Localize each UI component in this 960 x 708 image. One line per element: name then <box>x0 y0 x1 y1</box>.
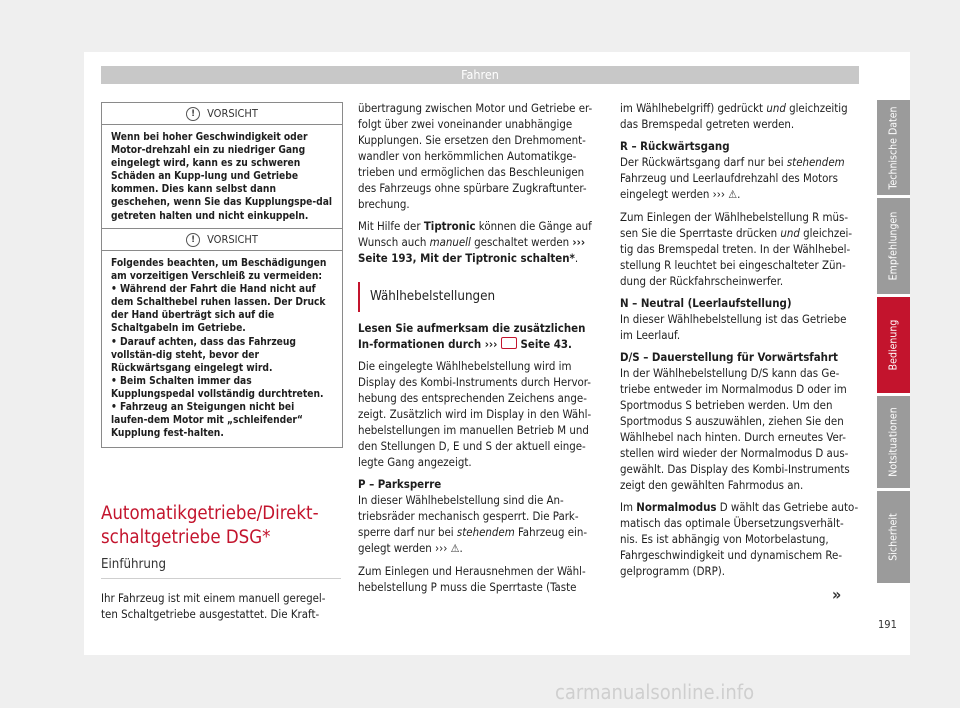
paragraph: im Wählhebelgriff) gedrückt und gleichzeitig das Bremspedal getreten werden. <box>620 101 848 131</box>
section-subtitle: Einführung <box>101 557 166 572</box>
caution-box-1 <box>101 102 343 231</box>
paragraph: In der Wählhebelstellung D/S kann das Ge-triebe entweder im Normalmodus D oder im Sportmodus S betrieben werden. Um den Sportmodus S auszuwählen, ziehen Sie den Wählhebel nach hinten. Durch erneutes Ver-stellen wird wieder der Normalmodus D aus-gewählt. Das Display des Kombi-Instruments zeigt den gewählten Fahrmodus an. <box>620 366 850 492</box>
book-icon <box>501 337 517 349</box>
caution-intro: Folgendes beachten, um Beschädigungen am vorzeitigen Verschleiß zu vermeiden: <box>111 258 327 283</box>
heading-n: N – Neutral (Leerlaufstellung) <box>620 296 792 310</box>
heading-r: R – Rückwärtsgang <box>620 139 730 153</box>
warning-icon: ⚠ <box>450 542 460 555</box>
paragraph: In dieser Wählhebelstellung ist das Getriebe im Leerlauf. <box>620 312 847 342</box>
caution-text: Wenn bei hoher Geschwindigkeit oder Motor-drehzahl ein zu niedriger Gang eingelegt wird, kann es zu schweren Schäden an Kupp-lung und Getriebe kommen. Dies kann selbst dann geschehen, wenn Sie das Kupplungspe-dal getreten halten und nicht einkuppeln. <box>111 132 333 222</box>
paragraph: In dieser Wählhebelstellung sind die An-triebsräder mechanisch gesperrt. Die Park-sperre darf nur bei stehendem Fahrzeug ein-gelegt werden ››› ⚠. <box>358 493 588 555</box>
heading-selector-positions: Wählhebelstellungen <box>358 282 615 312</box>
column-1 <box>101 590 341 628</box>
watermark: carmanualsonline.info <box>555 680 755 704</box>
heading-ds: D/S – Dauerstellung für Vorwärtsfahrt <box>620 350 838 364</box>
caution-icon: ! <box>186 107 200 121</box>
tab-empfehlungen[interactable]: Empfehlungen <box>877 198 910 294</box>
tab-technische-daten[interactable]: Technische Daten <box>877 100 910 195</box>
column-2-lower <box>358 320 603 601</box>
tab-bedienung[interactable]: Bedienung <box>877 297 910 393</box>
link-page-43[interactable]: Seite 43 <box>516 337 569 351</box>
link-tiptronic[interactable]: ››› Seite 193, Mit der Tiptronic schalten* <box>358 235 586 265</box>
heading-p: P – Parksperre <box>358 477 442 491</box>
paragraph: Im Normalmodus D wählt das Getriebe auto-matisch das optimale Übersetzungsverhält-nis. Es ist abhängig von Motorbelastung, Fahrgeschwindigkeit und dynamischem Re-gelprogramm (DRP). <box>620 500 859 578</box>
paragraph: übertragung zwischen Motor und Getriebe er-folgt über zwei voneinander unabhängige Kupplungen. Sie ersetzen den Drehmoment-wandler von herkömmlichen Automatikge-trieben und ermöglichen das Beschleunigen des Fahrzeugs ohne spürbare Zugkraftunter-brechung. <box>358 101 593 211</box>
paragraph: Zum Einlegen und Herausnehmen der Wähl-hebelstellung P muss die Sperrtaste (Taste <box>358 564 586 594</box>
caution-label: VORSICHT <box>207 233 258 246</box>
column-3 <box>620 100 860 585</box>
paragraph: Die eingelegte Wählhebelstellung wird im Display des Kombi-Instruments durch Hervor-hebung des entsprechenden Zeichens ange-zeigt. Zusätzlich wird im Display in den Wähl-hebelstellungen im manuellen Betrieb M und den Stellungen D, E und S der aktuell einge-legte Gang angezeigt. <box>358 359 592 469</box>
tab-sicherheit[interactable]: Sicherheit <box>877 491 910 583</box>
section-title: Automatikgetriebe/Direkt-schaltgetriebe DSG* <box>101 503 319 548</box>
warning-icon: ⚠ <box>728 188 738 201</box>
caution-bullet: • Darauf achten, dass das Fahrzeug vollstän-dig steht, bevor der Rückwärtsgang eingelegt wird. <box>111 336 296 374</box>
paragraph: Ihr Fahrzeug ist mit einem manuell geregel-ten Schaltgetriebe ausgestattet. Die Kraft- <box>101 591 326 621</box>
caution-label: VORSICHT <box>207 107 258 120</box>
caution-bullet: • Fahrzeug an Steigungen nicht bei laufen-dem Motor mit „schleifender“ Kupplung fest-halten. <box>111 402 303 440</box>
paragraph: Zum Einlegen der Wählhebelstellung R müs-sen Sie die Sperrtaste drücken und gleichzei-tig das Bremspedal treten. In der Wählhebel-stellung R leuchtet bei eingeschalteter Zün-dung der Rückfahrscheinwerfer. <box>620 210 853 288</box>
page-number: 191 <box>878 618 897 631</box>
paragraph: Lesen Sie aufmerksam die zusätzlichen In-formationen durch ››› Seite 43. <box>358 321 586 351</box>
chapter-header: Fahren <box>101 66 859 84</box>
tab-notsituationen[interactable]: Notsituationen <box>877 396 910 488</box>
divider <box>101 578 341 579</box>
caution-box-2 <box>101 228 343 448</box>
column-2 <box>358 100 603 272</box>
continue-marker: » <box>832 585 842 604</box>
caution-bullet: • Beim Schalten immer das Kupplungspedal vollständig durchtreten. <box>111 375 324 400</box>
paragraph: Mit Hilfe der Tiptronic können die Gänge auf Wunsch auch manuell geschaltet werden ››› Seite 193, Mit der Tiptronic schalten*. <box>358 219 592 265</box>
paragraph: Der Rückwärtsgang darf nur bei stehendem Fahrzeug und Leerlaufdrehzahl des Motors eingelegt werden ››› ⚠. <box>620 155 845 201</box>
caution-icon: ! <box>186 233 200 247</box>
caution-bullet: • Während der Fahrt die Hand nicht auf dem Schalthebel ruhen lassen. Der Druck der Hand überträgt sich auf die Schaltgabeln im Getriebe. <box>111 284 326 335</box>
